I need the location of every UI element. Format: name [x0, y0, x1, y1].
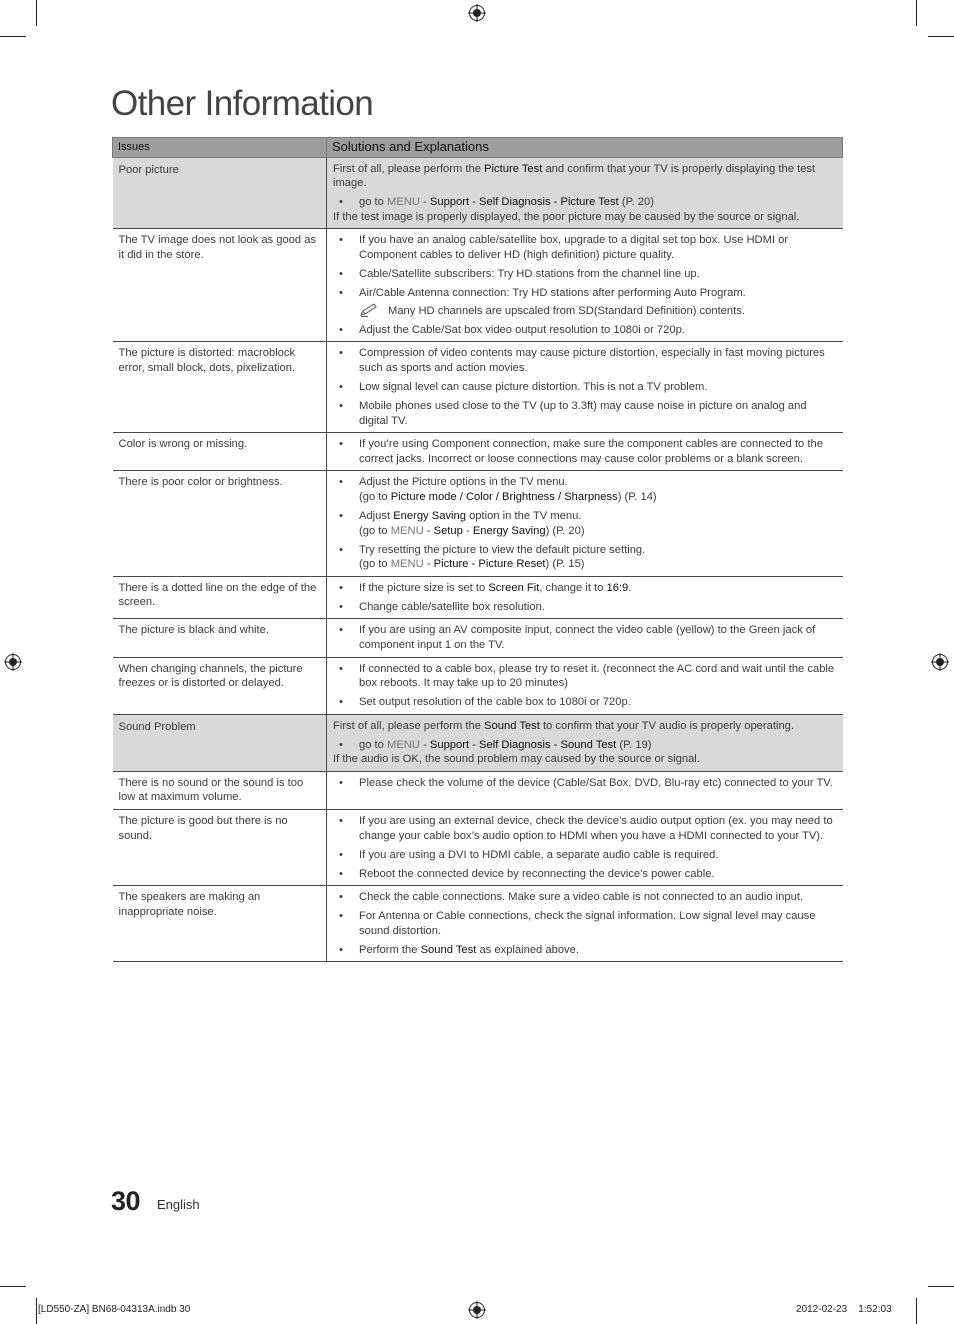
- solution-cell: [327, 886, 843, 962]
- solution-bullet: [333, 346, 837, 375]
- text-run: Set output resolution of the cable box to 1080i or 720p.: [359, 696, 631, 709]
- text-run: First of all, please perform the: [333, 719, 485, 732]
- issue-cell: Sound Problem: [113, 714, 327, 771]
- solution-list: [333, 814, 837, 881]
- solution-list: [333, 437, 837, 466]
- text-run: , change it to: [539, 581, 607, 594]
- registration-mark-icon: [468, 4, 486, 22]
- footer-timestamp: 2012-02-23 1:52:03: [796, 1304, 892, 1315]
- text-run: -: [423, 524, 434, 537]
- solution-list: [333, 776, 837, 791]
- solution-cell: [327, 157, 843, 229]
- text-run: If the audio is OK, the sound problem may caused by the source or signal.: [333, 753, 700, 766]
- solution-bullet: [333, 890, 837, 905]
- text-run: Reboot the connected device by reconnecting the device’s power cable.: [359, 867, 715, 880]
- solution-bullet: [333, 867, 837, 882]
- text-run: (go to: [359, 491, 391, 504]
- bold-term: Energy Saving: [393, 510, 466, 522]
- solution-bullet: [333, 738, 837, 753]
- table-row: [113, 157, 843, 229]
- text-run: as explained above.: [476, 943, 579, 956]
- solution-bullet: [333, 848, 837, 863]
- text-run: If connected to a cable box, please try to reset it. (reconnect the AC cord and wait until the cable box reboots. It may take up to 20 minutes): [359, 662, 835, 690]
- text-run: If the test image is properly displayed, the poor picture may be caused by the source or signal.: [333, 210, 800, 223]
- text-run: Adjust the Cable/Sat box video output resolution to 1080i or 720p.: [359, 323, 685, 336]
- solution-bullet: [333, 267, 837, 282]
- solutions-column-header: Solutions and Explanations: [327, 138, 843, 158]
- issue-cell: The TV image does not look as good as it did in the store.: [113, 229, 327, 342]
- solution-bullet: [333, 623, 837, 652]
- text-run: Check the cable connections. Make sure a video cable is not connected to an audio input.: [359, 891, 804, 904]
- solution-list: [333, 581, 837, 615]
- text-run: to confirm that your TV audio is properly operating.: [539, 719, 795, 732]
- menu-term: MENU: [390, 524, 424, 537]
- text-run: -: [423, 558, 434, 571]
- text-run: Low signal level can cause picture distortion. This is not a TV problem.: [359, 381, 708, 394]
- solution-bullet: [333, 380, 837, 395]
- issue-cell: The picture is black and white.: [113, 619, 327, 657]
- solution-bullet: [333, 662, 837, 691]
- text-run: If the picture size is set to: [359, 581, 489, 594]
- solution-cell: [327, 810, 843, 886]
- text-run: -: [419, 738, 430, 751]
- table-row: [113, 771, 843, 809]
- solution-bullet: [333, 943, 837, 958]
- issue-cell: When changing channels, the picture freezes or is distorted or delayed.: [113, 657, 327, 714]
- bold-term: Picture Test: [484, 162, 543, 175]
- text-run: (go to: [359, 558, 391, 571]
- table-header-row: [113, 138, 843, 158]
- text-run: (P. 20): [618, 196, 654, 209]
- issue-cell: The picture is distorted: macroblock error, small block, dots, pixelization.: [113, 342, 327, 433]
- issue-cell: Color is wrong or missing.: [113, 433, 327, 471]
- text-run: If you are using an AV composite input, connect the video cable (yellow) to the Green jack of component input 1 on the TV.: [359, 624, 816, 651]
- solution-paragraph: [333, 719, 837, 734]
- crop-mark: [0, 1286, 26, 1287]
- text-run: Adjust the Picture options in the TV menu.: [359, 476, 568, 489]
- solution-bullet: [333, 475, 837, 504]
- table-row: [113, 433, 843, 471]
- solution-cell: [327, 619, 843, 657]
- table-row: [113, 471, 843, 576]
- solution-bullet: [333, 909, 837, 938]
- issue-cell: The picture is good but there is no sound.: [113, 810, 327, 886]
- table-row: [113, 810, 843, 886]
- solution-bullet: [333, 233, 837, 262]
- text-run: -: [419, 196, 430, 209]
- registration-mark-icon: [4, 653, 22, 671]
- text-run: go to: [359, 738, 387, 751]
- table-row: [113, 657, 843, 714]
- text-run: First of all, please perform the: [333, 162, 485, 175]
- crop-mark: [928, 36, 954, 37]
- text-run: Air/Cable Antenna connection: Try HD stations after performing Auto Program.: [359, 286, 746, 299]
- page-title: Other Information: [111, 84, 374, 123]
- issue-cell: There is no sound or the sound is too low at maximum volume.: [113, 771, 327, 809]
- solution-bullet: [333, 509, 837, 538]
- text-run: option in the TV menu.: [465, 510, 582, 522]
- menu-term: MENU: [390, 558, 424, 571]
- solution-cell: [327, 714, 843, 771]
- solution-bullet: [333, 695, 837, 710]
- text-run: go to: [359, 196, 387, 209]
- bold-term: Screen Fit: [488, 581, 540, 594]
- text-run: Adjust: [359, 510, 394, 522]
- solution-bullet: [333, 600, 837, 615]
- menu-term: MENU: [387, 738, 420, 751]
- pencil-note-icon: [359, 302, 379, 318]
- text-run: ) (P. 14): [617, 491, 657, 504]
- solution-cell: [327, 471, 843, 576]
- crop-mark: [916, 1298, 917, 1324]
- solution-list: [333, 475, 837, 571]
- crop-mark: [916, 0, 917, 26]
- bold-term: Support - Self Diagnosis - Sound Test: [429, 738, 617, 751]
- text-run: If you’re using Component connection, make sure the component cables are connected to the correct jacks. Incorrect or loose connections may cause color problems or a blank screen.: [359, 438, 823, 465]
- issue-cell: Poor picture: [113, 157, 327, 229]
- footer-file-info: [LD550-ZA] BN68-04313A.indb 30: [38, 1304, 191, 1315]
- solution-bullet: [333, 286, 837, 301]
- bold-term: Support - Self Diagnosis - Picture Test: [429, 196, 619, 209]
- bold-term: Energy Saving: [472, 524, 546, 537]
- text-run: ) (P. 20): [545, 524, 585, 537]
- text-run: Many HD channels are upscaled from SD(Standard Definition) contents.: [388, 304, 745, 317]
- issue-cell: There is poor color or brightness.: [113, 471, 327, 576]
- issue-cell: There is a dotted line on the edge of the screen.: [113, 576, 327, 619]
- crop-mark: [928, 1286, 954, 1287]
- table-row: [113, 229, 843, 342]
- registration-mark-icon: [931, 653, 949, 671]
- text-run: ) (P. 15): [545, 558, 585, 571]
- text-run: Compression of video contents may cause picture distortion, especially in fast moving pictures such as sports and action movies.: [359, 347, 825, 375]
- solution-bullet: [333, 776, 837, 791]
- solution-bullet: [333, 543, 837, 572]
- solution-cell: [327, 342, 843, 433]
- solution-cell: [327, 576, 843, 619]
- solution-list: [333, 233, 837, 337]
- bold-term: Sound Test: [420, 943, 477, 956]
- text-run: and confirm that your TV is properly displaying the test image.: [333, 162, 816, 190]
- bold-term: Picture - Picture Reset: [433, 558, 546, 571]
- bold-term: Sound Test: [484, 719, 540, 732]
- solution-list: [333, 738, 837, 753]
- solution-list: [333, 890, 837, 957]
- solution-cell: [327, 657, 843, 714]
- solution-cell: [327, 433, 843, 471]
- solution-list: [333, 346, 837, 428]
- solution-cell: [327, 771, 843, 809]
- text-run: (P. 19): [616, 738, 652, 751]
- solution-bullet: [333, 195, 837, 210]
- solution-bullet: [333, 581, 837, 596]
- solution-bullet: [333, 399, 837, 428]
- issue-cell: The speakers are making an inappropriate noise.: [113, 886, 327, 962]
- table-row: [113, 714, 843, 771]
- page-number: 30: [111, 1186, 141, 1216]
- text-run: If you have an analog cable/satellite box, upgrade to a digital set top box. Use HDMI or Component cables to deliver HD (high definition) picture quality.: [359, 234, 789, 261]
- solution-list: [333, 195, 837, 210]
- note-item: [333, 304, 837, 319]
- text-run: Cable/Satellite subscribers: Try HD stations from the channel line up.: [359, 267, 700, 280]
- solution-list: [333, 662, 837, 710]
- text-run: Change cable/satellite box resolution.: [359, 600, 545, 613]
- text-run: If you are using a DVI to HDMI cable, a separate audio cable is required.: [359, 848, 719, 861]
- menu-term: MENU: [387, 196, 420, 209]
- solution-paragraph: [333, 752, 837, 767]
- solution-bullet: [333, 814, 837, 843]
- crop-mark: [36, 0, 37, 26]
- text-run: -: [462, 524, 473, 537]
- solution-paragraph: [333, 210, 837, 225]
- text-run: Try resetting the picture to view the default picture setting.: [359, 543, 646, 556]
- solution-bullet: [333, 323, 837, 338]
- solution-cell: [327, 229, 843, 342]
- solution-bullet: [333, 437, 837, 466]
- text-run: Mobile phones used close to the TV (up to 3.3ft) may cause noise in picture on analog and digital TV.: [359, 400, 807, 427]
- text-run: .: [628, 581, 632, 594]
- solution-paragraph: [333, 162, 837, 191]
- text-run: (go to: [359, 524, 391, 537]
- solution-list: [333, 623, 837, 652]
- table-row: [113, 576, 843, 619]
- bold-term: Picture mode / Color / Brightness / Sharpness: [390, 491, 618, 504]
- troubleshooting-table: [112, 137, 843, 962]
- text-run: For Antenna or Cable connections, check the signal information. Low signal level may cause sound distortion.: [359, 910, 816, 937]
- page-language: English: [157, 1197, 200, 1212]
- text-run: Perform the: [359, 943, 421, 956]
- table-row: [113, 886, 843, 962]
- text-run: Please check the volume of the device (Cable/Sat Box, DVD, Blu-ray etc) connected to your TV.: [359, 776, 833, 789]
- issues-column-header: Issues: [113, 138, 327, 158]
- bold-term: Setup: [433, 524, 463, 537]
- bold-term: 16:9: [606, 581, 629, 594]
- table-row: [113, 619, 843, 657]
- registration-mark-icon: [468, 1301, 486, 1319]
- crop-mark: [36, 1298, 37, 1324]
- crop-mark: [0, 36, 26, 37]
- table-row: [113, 342, 843, 433]
- text-run: If you are using an external device, check the device’s audio output option (ex. you may need to change your cable box’s audio option to HDMI when you have a HDMI connected to your TV).: [359, 815, 833, 842]
